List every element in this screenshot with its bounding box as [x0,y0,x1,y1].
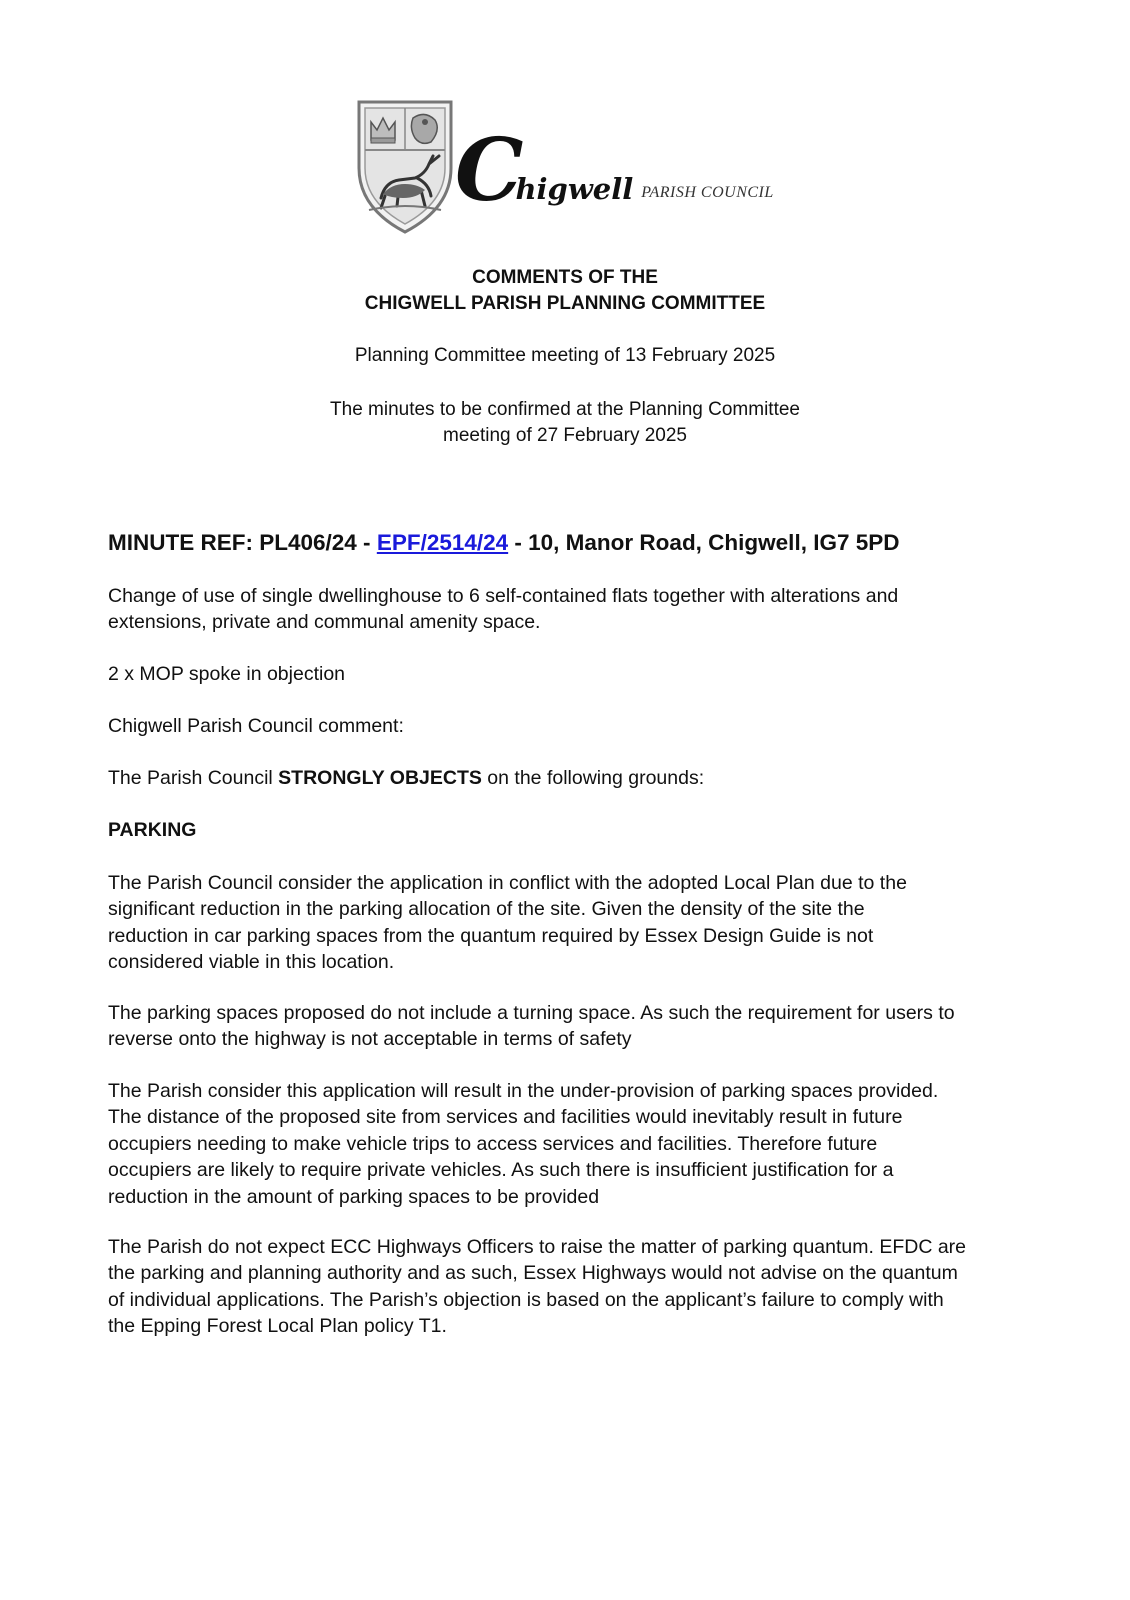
minute-ref-heading [108,528,899,558]
objection-after: on the following grounds: [481,767,705,789]
text-line: reverse onto the highway is not acceptable in terms of safety [108,1028,632,1051]
text-line: The distance of the proposed site from services and facilities would inevitably result in future [108,1106,903,1129]
text-line: The Parish do not expect ECC Highways Officers to raise the matter of parking quantum. EFDC are [108,1236,967,1258]
text-line [108,765,1038,791]
objection-strong: STRONGLY OBJECTS [278,767,482,789]
text-line: the Epping Forest Local Plan policy T1. [108,1315,447,1338]
text-line: The parking spaces proposed do not include a turning space. As such the requirement for users to [108,1002,955,1024]
minute-ref-address: - 10, Manor Road, Chigwell, IG7 5PD [508,530,900,555]
text-line: extensions, private and communal amenity space. [108,611,541,634]
text-line: considered viable in this location. [108,951,395,974]
text-line: significant reduction in the parking allocation of the site. Given the density of the site the [108,898,865,921]
logo-subtitle: PARISH COUNCIL [641,184,774,201]
text-line: 2 x MOP spoke in objection [108,663,346,685]
text-line: The Parish consider this application will result in the under-provision of parking spaces provided. [108,1080,939,1102]
application-description [108,583,1038,636]
crest-icon [355,98,455,236]
comment-label [108,713,1038,739]
paragraph-3 [108,1078,1038,1210]
header-line-2: CHIGWELL PARISH PLANNING COMMITTEE [364,293,766,314]
logo-initial: C [455,120,524,221]
section-heading-parking [108,817,1038,843]
text-line: the parking and planning authority and as such, Essex Highways would not advise on the quantum [108,1262,958,1285]
paragraph-2 [108,1000,1038,1053]
text-line: occupiers are likely to require private vehicles. As such there is insufficient justification for a [108,1159,894,1182]
text-line: reduction in the amount of parking spaces to be provided [108,1185,600,1208]
objection-before: The Parish Council [108,767,279,789]
text-line: The Parish Council consider the application in conflict with the adopted Local Plan due to the [108,872,907,894]
paragraph-1 [108,870,1038,976]
council-logo [355,98,795,238]
text-line: PARKING [108,819,197,841]
logo-wordmark [455,120,774,221]
paragraph-4 [108,1234,1038,1340]
text-line: Change of use of single dwellinghouse to 6 self-contained flats together with alterations and [108,585,899,607]
mop-note [108,661,1038,687]
minute-ref-prefix: MINUTE REF: PL406/24 - [108,530,377,555]
confirm-line-2: meeting of 27 February 2025 [443,425,687,446]
text-line: reduction in car parking spaces from the quantum required by Essex Design Guide is not [108,924,874,947]
logo-name: higwell [515,172,634,206]
application-link[interactable]: EPF/2514/24 [376,530,509,555]
confirm-line-1: The minutes to be confirmed at the Planning Committee [330,399,800,420]
objection-statement [108,765,1038,791]
text-line: Chigwell Parish Council comment: [108,715,404,737]
header-line-1: COMMENTS OF THE [472,267,658,288]
text-line: occupiers needing to make vehicle trips to access services and facilities. Therefore future [108,1132,878,1155]
text-line: of individual applications. The Parish’s objection is based on the applicant’s failure to comply with [108,1288,944,1311]
meeting-date: Planning Committee meeting of 13 February 2025 [354,345,776,366]
